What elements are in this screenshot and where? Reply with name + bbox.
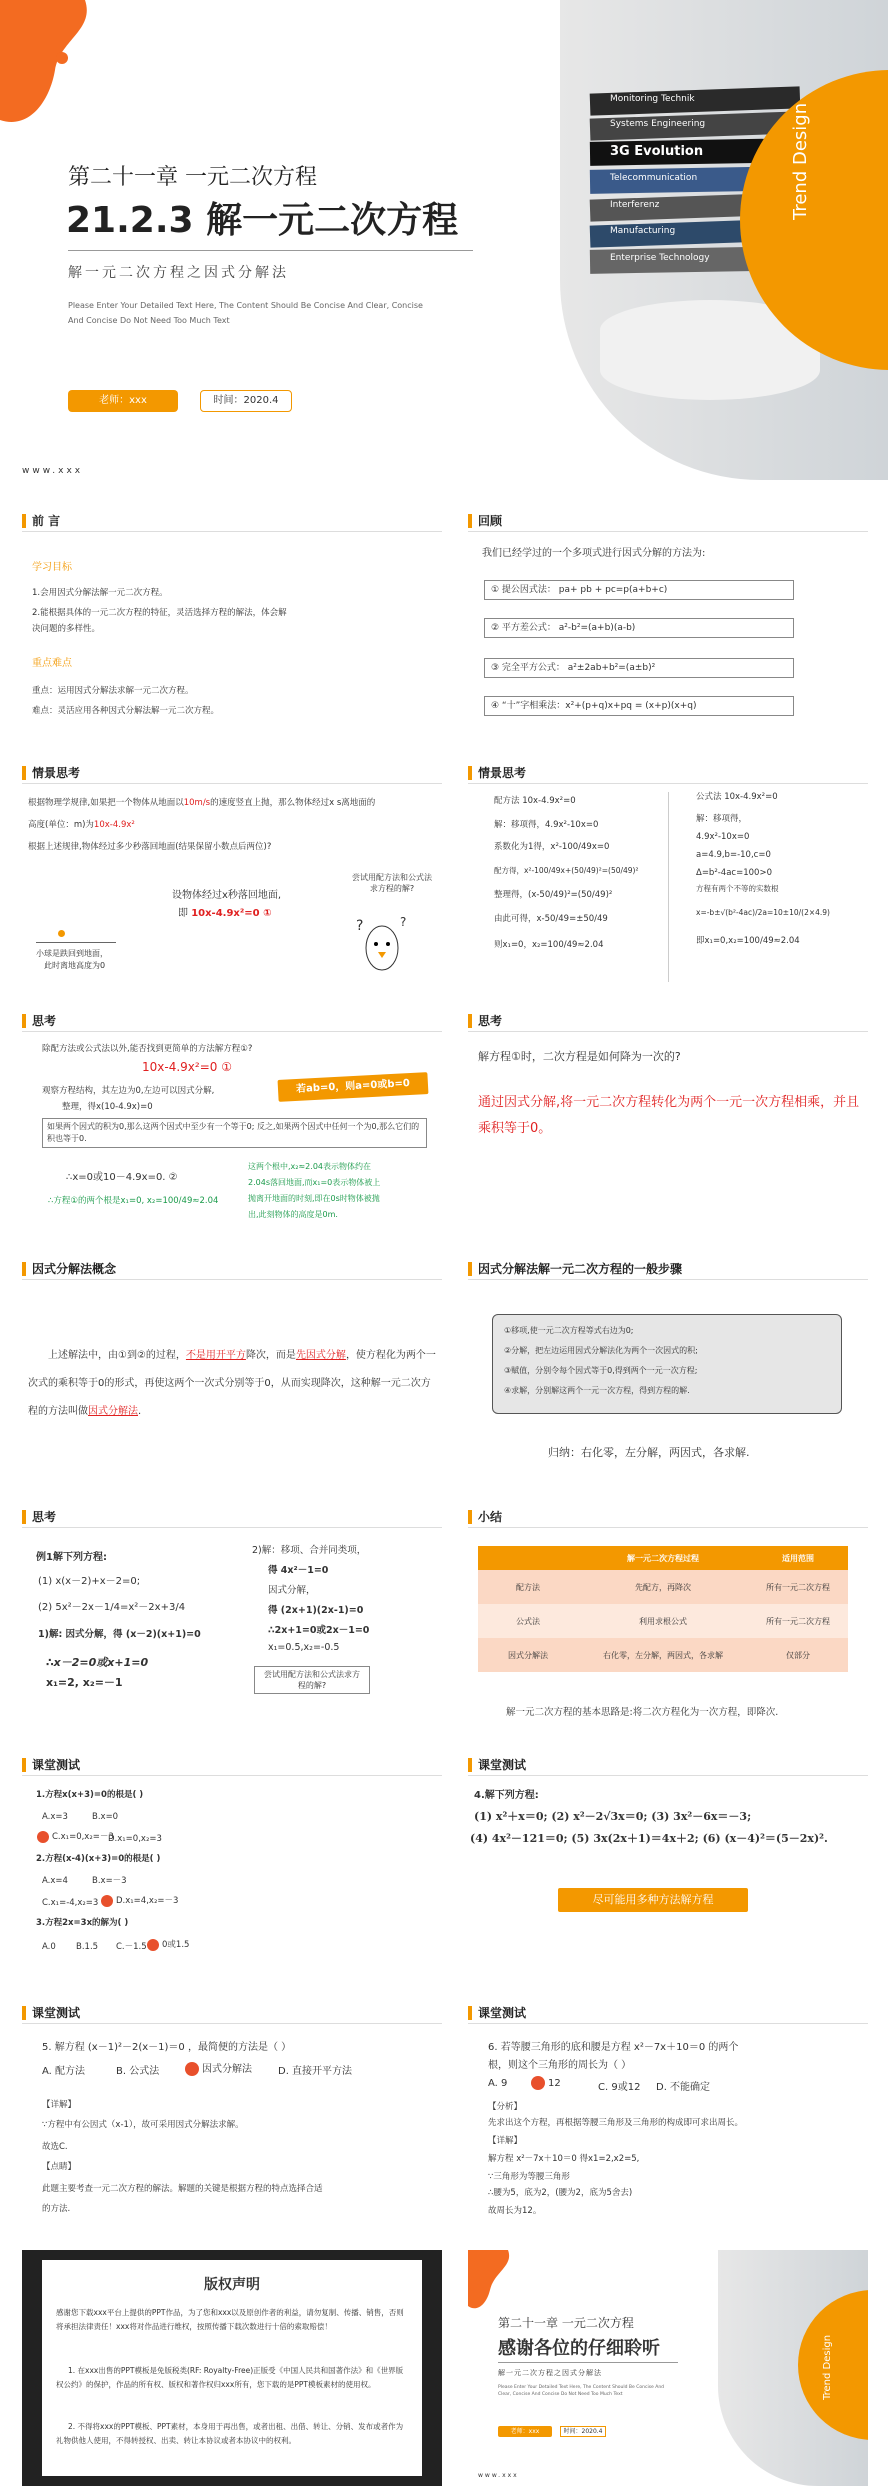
slide-header: 情景思考 (22, 762, 442, 784)
detail-1: 解方程 x²－7x＋10＝0 得x1=2,x2=5, (488, 2154, 640, 2164)
thanks-chapter: 第二十一章 一元二次方程 (498, 2316, 634, 2330)
thanks-title: 感谢各位的仔细聆听 (498, 2338, 660, 2359)
explain-3: 抛离开地面的时刻,即在0s时物体被抛 (248, 1194, 380, 1203)
solution2-line-3: 因式分解， (268, 1585, 316, 1596)
observe-2: 整理，得x(10-4.9x)=0 (62, 1102, 153, 1112)
hint-banner: 若ab=0，则a=0或b=0 (278, 1072, 429, 1102)
detail-1: ∵方程中有公因式（x-1），故可采用因式分解法求解。 (42, 2120, 244, 2130)
step-4: ④求解，分别解这两个一元一次方程，得到方程的解. (504, 1386, 690, 1395)
q2-text: 2.方程(x-4)(x+3)=0的根是( ) (36, 1854, 161, 1864)
cartoon-egg-icon (352, 910, 412, 980)
time-badge: 时间：2020.4 (200, 390, 292, 412)
time-badge: 时间：2020.4 (560, 2426, 606, 2437)
think2-answer: 通过因式分解,将一元二次方程转化为两个一元一次方程相乘，并且乘积等于0。 (478, 1095, 860, 1136)
formula-5: Δ=b²-4ac=100>0 (696, 868, 772, 878)
slide-think-1 (22, 1010, 442, 1246)
summary-table (478, 1546, 848, 1672)
slide-scenario-solution (468, 762, 868, 998)
solution2-line-2: 得 4x²－1=0 (268, 1565, 329, 1576)
answer-mark-icon (37, 1831, 49, 1843)
answer-mark-icon (185, 2062, 199, 2076)
slide-header: 课堂测试 (468, 1754, 868, 1776)
solution-1: 1)解: 因式分解，得 (x－2)(x+1)=0 (38, 1629, 201, 1640)
result-1: ∴x=0或10－4.9x=0. ② (66, 1172, 178, 1183)
solution-2: ∴x－2=0或x+1=0 (46, 1656, 149, 1669)
q2-option-d[interactable]: D.x₁=4,x₂=－3 (98, 1894, 178, 1908)
analysis-label: 【分析】 (488, 2102, 523, 2112)
completing-square-7: 则x₁=0，x₂=100/49≈2.04 (494, 940, 604, 950)
q2-option-c[interactable]: C.x₁=-4,x₂=3 (42, 1898, 99, 1908)
method-4: ④ “十”字相乘法：x²+(p+q)x+pq = (x+p)(x+q) (484, 696, 794, 716)
solution2-line-6: x₁=0.5,x₂=-0.5 (268, 1642, 340, 1653)
example-title: 例1解下列方程: (36, 1552, 107, 1563)
copyright-p2: 1. 在xxx出售的PPT模板是免版税类(RF: Royalty-Free)正版受《中国人民共和国著作法》和《世界版权公约》的保护，作品的所有权、版权和著作权归xxx所有，您下载的是PPT模板素材的使用权。 (56, 2366, 404, 2389)
book-spine-2: Systems Engineering (610, 119, 706, 129)
quiz2-line-1: (1) x²＋x＝0; (2) x²－2√3x＝0; (3) 3x²－6x＝－3; (474, 1810, 752, 1823)
detail-label: 【详解】 (42, 2100, 77, 2110)
slide-header: 思考 (468, 1010, 868, 1032)
svg-text:?: ? (400, 915, 407, 929)
cover-subtitle: 解一元二次方程之因式分解法 (68, 265, 289, 281)
key-2: 难点：灵活应用各种因式分解法解一元二次方程。 (32, 706, 220, 716)
q5-option-d[interactable]: D. 直接开平方法 (278, 2066, 353, 2077)
cover-description: Please Enter Your Detailed Text Here, The Content Should Be Concise And Clear, Concise And Concise Do Not Need Too Much Text (68, 301, 423, 325)
formula-1: 公式法 10x-4.9x²=0 (696, 792, 778, 802)
completing-square-5: 整理得，(x-50/49)²=(50/49)² (494, 890, 613, 900)
detail-4: 故周长为12。 (488, 2206, 542, 2216)
q1-text: 1.方程x(x+3)=0的根是( ) (36, 1790, 144, 1800)
book-spine-6: Manufacturing (610, 226, 676, 236)
slide-header: 情景思考 (468, 762, 868, 784)
solution2-line-5: ∴2x+1=0或2x－1=0 (268, 1625, 370, 1636)
thanks-description: Please Enter Your Detailed Text Here, The Content Should Be Concise And Clear, Concise And Concise Do Not Need Too Much Text (498, 2385, 665, 2397)
table-row: 配方法 先配方，再降次 所有一元二次方程 (478, 1570, 848, 1604)
scenario-line-1: 根据物理学规律,如果把一个物体从地面以10m/s的速度竖直上抛，那么物体经过x s离地面的 (28, 798, 376, 808)
zero-product-box: 如果两个因式的积为0,那么这两个因式中至少有一个等于0; 反之,如果两个因式中任何一个为0,那么它们的积也等于0. (42, 1118, 427, 1148)
slide-scenario (22, 762, 442, 998)
ground-line (36, 942, 116, 943)
solution2-line-1: 2)解：移项、合并同类项， (252, 1545, 367, 1556)
book-spine-4: Telecommunication (610, 173, 698, 183)
detail-3: ∴腰为5，底为2，(腰为2，底为5舍去) (488, 2188, 633, 2198)
slide-quiz-4 (468, 2002, 868, 2238)
slide-example (22, 1506, 442, 1742)
solution-3: x₁=2, x₂=－1 (46, 1676, 123, 1689)
summary-note: 解一元二次方程的基本思路是:将二次方程化为一次方程，即降次. (506, 1707, 779, 1718)
think-question: 除配方法或公式法以外,能否找到更简单的方法解方程①? (42, 1044, 253, 1054)
slide-header: 因式分解法概念 (22, 1258, 442, 1280)
slide-header: 小结 (468, 1506, 868, 1528)
multi-method-banner: 尽可能用多种方法解方程 (558, 1888, 748, 1912)
slide-header: 思考 (22, 1506, 442, 1528)
concept-text: 上述解法中，由①到②的过程，不是用开平方降次，而是先因式分解，使方程化为两个一次式的乘积等于0的形式，再使这两个一次式分别等于0，从而实现降次，这种解一元二次方程的方法叫做因式分解法. (28, 1350, 436, 1417)
method-3: ③ 完全平方公式： a²±2ab+b²=(a±b)² (484, 658, 794, 678)
q3-option-d[interactable]: 0或1.5 (144, 1938, 189, 1952)
teacher-badge: 老师：xxx (498, 2426, 552, 2437)
detail-label: 【详解】 (488, 2136, 523, 2146)
site-text: www.xxx (22, 466, 84, 476)
cover-slide (0, 0, 888, 500)
slide-quiz-3 (22, 2002, 442, 2238)
goal-3: 决问题的多样性。 (32, 624, 101, 634)
copyright-title: 版权声明 (204, 2277, 260, 2293)
q5-option-b[interactable]: B. 公式法 (116, 2066, 160, 2077)
ball-caption-2: 此时离地高度为0 (44, 961, 106, 970)
goal-title: 学习目标 (32, 562, 72, 573)
explain-4: 出,此刻物体的高度是0m. (248, 1210, 338, 1219)
summary-table-header: 解一元二次方程过程 适用范围 (478, 1546, 848, 1570)
slide-quiz-2 (468, 1754, 868, 1990)
slide-header: 课堂测试 (468, 2002, 868, 2024)
book-spine-5: Interferenz (610, 200, 660, 210)
copyright-card (42, 2260, 422, 2476)
answer-mark-icon (531, 2076, 545, 2090)
q1-option-c[interactable]: C.x₁=0,x₂=－3 (34, 1830, 114, 1844)
q2-option-b[interactable]: B.x=－3 (92, 1876, 127, 1886)
slide-copyright (22, 2250, 442, 2486)
tip-1: 此题主要考查一元二次方程的解法。解题的关键是根据方程的特点选择合适 (42, 2184, 323, 2194)
q3-option-b[interactable]: B.1.5 (76, 1942, 99, 1952)
slide-header: 回顾 (468, 510, 868, 532)
ball-caption-1: 小球是跌回到地面， (36, 949, 108, 958)
brand-label: Trend Design (790, 102, 811, 220)
thanks-divider (498, 2362, 678, 2363)
book-spine-7: Enterprise Technology (610, 253, 710, 263)
formula-8: 即x₁=0,x₂=100/49≈2.04 (696, 936, 800, 946)
completing-square-6: 由此可得，x-50/49=±50/49 (494, 914, 608, 924)
speech-bubble: 尝试用配方法和公式法求方程的解? (352, 873, 432, 893)
detail-2: ∵三角形为等腰三角形 (488, 2172, 570, 2182)
steps-summary: 归纳：右化零，左分解，两因式，各求解. (548, 1446, 750, 1459)
q1-option-a[interactable]: A.x=3 (42, 1812, 68, 1822)
slide-summary (468, 1506, 868, 1742)
q2-option-a[interactable]: A.x=4 (42, 1876, 68, 1886)
key-1: 重点：运用因式分解法求解一元二次方程。 (32, 686, 194, 696)
example-eq-1: (1) x(x－2)+x－2=0; (38, 1576, 141, 1587)
table-row: 公式法 利用求根公式 所有一元二次方程 (478, 1604, 848, 1638)
observe-1: 观察方程结构，其左边为0,左边可以因式分解, (42, 1086, 215, 1096)
q1-option-d[interactable]: D.x₁=0,x₂=3 (108, 1834, 162, 1844)
completing-square-2: 解：移项得，4.9x²-10x=0 (494, 820, 599, 830)
slide-thanks (468, 2250, 868, 2486)
book-spine-3: 3G Evolution (610, 144, 704, 159)
q3-option-a[interactable]: A.0 (42, 1942, 56, 1952)
answer-mark-icon (147, 1939, 159, 1951)
q3-text: 3.方程2x=3x的解为( ) (36, 1918, 129, 1928)
step-1: ①移项,使一元二次方程等式右边为0; (504, 1326, 634, 1335)
formula-4: a=4.9,b=-10,c=0 (696, 850, 771, 860)
orange-blob-decoration (468, 2250, 512, 2310)
tip-2: 的方法. (42, 2204, 71, 2214)
explain-1: 这两个根中,x₂≈2.04表示物体约在 (248, 1162, 371, 1171)
scenario-line-3: 根据上述规律,物体经过多少秒落回地面(结果保留小数点后两位)? (28, 842, 272, 852)
cover-chapter: 第二十一章 一元二次方程 (68, 165, 317, 190)
cover-divider (68, 250, 473, 251)
site-text: www.xxx (478, 2472, 519, 2479)
q5-text: 5. 解方程 (x－1)²－2(x－1)＝0 ，最简便的方法是（ ） (42, 2042, 292, 2053)
slide-quiz-1 (22, 1754, 442, 1990)
question-1: 设物体经过x秒落回地面, (172, 890, 282, 901)
q6-option-d[interactable]: D. 不能确定 (656, 2082, 711, 2093)
slide-header: 思考 (22, 1010, 442, 1032)
think-equation: 10x-4.9x²=0 ① (142, 1060, 232, 1074)
completing-square-1: 配方法 10x-4.9x²=0 (494, 796, 576, 806)
analysis-1: 先求出这个方程，再根据等腰三角形及三角形的构成即可求出周长。 (488, 2118, 744, 2128)
goal-1: 1.会用因式分解法解一元二次方程。 (32, 588, 168, 598)
formula-2: 解：移项得， (696, 814, 748, 824)
completing-square-3: 系数化为1得，x²-100/49x=0 (494, 842, 610, 852)
key-title: 重点难点 (32, 658, 72, 669)
slide-review (468, 510, 868, 746)
copyright-p3: 2. 不得将xxx的PPT模板、PPT素材，本身用于再出售，或者出租、出借、转让、分销、发布或者作为礼物供他人使用，不得转授权、出卖、转让本协议或者本协议中的权利。 (56, 2422, 404, 2445)
q6-option-a[interactable]: A. 9 (488, 2078, 508, 2089)
explain-2: 2.04s落回地面,而x₁=0表示物体被上 (248, 1178, 381, 1187)
slide-header: 课堂测试 (22, 2002, 442, 2024)
quiz2-title: 4.解下列方程: (474, 1790, 539, 1801)
formula-3: 4.9x²-10x=0 (696, 832, 750, 842)
ball-dot (58, 930, 65, 937)
example-eq-2: (2) 5x²－2x－1/4=x²－2x+3/4 (38, 1602, 186, 1613)
column-divider (668, 792, 669, 982)
quiz2-line-2: (4) 4x²－121＝0; (5) 3x(2x＋1)＝4x＋2; (6) (x－4)²＝(5－2x)². (470, 1832, 828, 1845)
cover-title: 21.2.3 解一元二次方程 (66, 200, 459, 241)
step-3: ③赋值，分别令每个因式等于0,得到两个一元一次方程; (504, 1366, 698, 1375)
q6-text: 6. 若等腰三角形的底和腰是方程 x²－7x＋10＝0 的两个 (488, 2042, 739, 2053)
thanks-subtitle: 解一元二次方程之因式分解法 (498, 2369, 602, 2377)
method-2: ② 平方差公式： a²-b²=(a+b)(a-b) (484, 618, 794, 638)
slide-concept (22, 1258, 442, 1494)
tip-label: 【点睛】 (42, 2162, 77, 2172)
formula-7: x=-b±√(b²-4ac)/2a=10±10/(2×4.9) (696, 908, 830, 917)
orange-blob-decoration (0, 0, 90, 130)
step-2: ②分解，把左边运用因式分解法化为两个一次因式的积; (504, 1346, 698, 1355)
solution2-line-4: 得 (2x+1)(2x-1)=0 (268, 1605, 364, 1616)
teacher-badge: 老师：xxx (68, 390, 178, 412)
review-intro: 我们已经学过的一个多项式进行因式分解的方法为: (482, 548, 706, 559)
think2-question: 解方程①时，二次方程是如何降为一次的? (478, 1050, 681, 1063)
svg-text:?: ? (356, 918, 364, 934)
slide-steps (468, 1258, 868, 1494)
q6-option-b[interactable]: 12 (528, 2076, 561, 2090)
slide-header: 前 言 (22, 510, 442, 532)
q5-option-a[interactable]: A. 配方法 (42, 2066, 86, 2077)
try-button[interactable]: 尝试用配方法和公式法求方程的解? (254, 1666, 370, 1694)
q1-option-b[interactable]: B.x=0 (92, 1812, 119, 1822)
slide-think-2 (468, 1010, 868, 1246)
method-1: ① 提公因式法： pa+ pb + pc=p(a+b+c) (484, 580, 794, 600)
slide-header: 课堂测试 (22, 1754, 442, 1776)
q6-option-c[interactable]: C. 9或12 (598, 2082, 641, 2093)
slide-preface (22, 510, 442, 746)
q3-option-c[interactable]: C.－1.5 (116, 1942, 147, 1952)
table-row: 因式分解法 右化零，左分解，两因式，各求解 仅部分 (478, 1638, 848, 1672)
formula-6: 方程有两个不等的实数根 (696, 884, 779, 893)
q5-option-c[interactable]: 因式分解法 (182, 2060, 252, 2076)
slide-header: 因式分解法解一元二次方程的一般步骤 (468, 1258, 868, 1280)
brand-label: Trend Design (822, 2334, 833, 2400)
book-spine-1: Monitoring Technik (610, 94, 695, 104)
completing-square-4: 配方得，x²-100/49x+(50/49)²=(50/49)² (494, 866, 639, 875)
result-2: ∴方程①的两个根是x₁=0, x₂=100/49≈2.04 (48, 1196, 219, 1206)
goal-2: 2.能根据具体的一元二次方程的特征，灵活选择方程的解法，体会解 (32, 608, 287, 618)
q6-text-2: 根，则这个三角形的周长为（ ） (488, 2060, 632, 2071)
detail-2: 故选C. (42, 2142, 68, 2152)
question-2: 即 10x-4.9x²=0 ① (178, 908, 272, 919)
copyright-p1: 感谢您下载xxx平台上提供的PPT作品，为了您和xxx以及原创作者的利益，请勿复制、传播、销售，否则将承担法律责任！xxx将对作品进行维权，按照传播下载次数进行十倍的索取赔偿！ (56, 2308, 404, 2331)
answer-mark-icon (101, 1895, 113, 1907)
scenario-line-2: 高度(单位：m)为10x-4.9x² (28, 820, 135, 830)
